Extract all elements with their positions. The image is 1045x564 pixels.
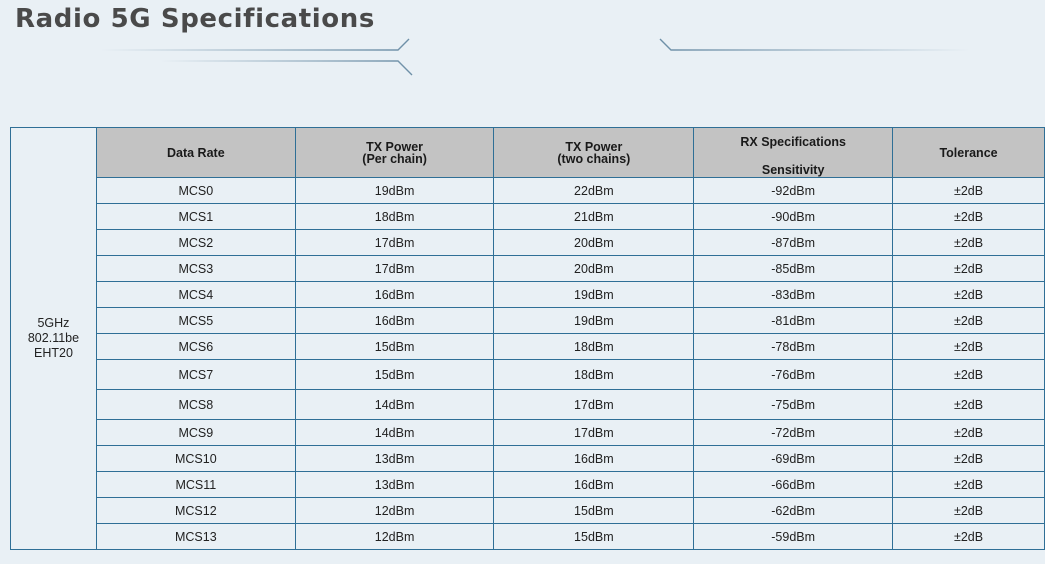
radio-spec-table: [10, 127, 1045, 550]
table-row: [11, 282, 1045, 308]
cell-tolerance: ±2dB: [893, 204, 1045, 230]
header-data-rate: Data Rate: [96, 128, 295, 178]
table-row: [11, 472, 1045, 498]
header-tx-per-chain: [295, 128, 494, 178]
cell-tx-two-chains: 16dBm: [494, 472, 694, 498]
cell-tx-two-chains: 20dBm: [494, 230, 694, 256]
cell-tolerance: ±2dB: [893, 472, 1045, 498]
table-row: [11, 178, 1045, 204]
cell-tolerance: ±2dB: [893, 360, 1045, 390]
cell-tx-two-chains: 22dBm: [494, 178, 694, 204]
cell-rx-sensitivity: -72dBm: [694, 420, 893, 446]
header-rx-line2: Sensitivity: [761, 163, 825, 177]
cell-tolerance: ±2dB: [893, 230, 1045, 256]
cell-data-rate: MCS5: [96, 308, 295, 334]
cell-tx-two-chains: 17dBm: [494, 420, 694, 446]
band-cell: [11, 128, 97, 550]
cell-tx-per-chain: 12dBm: [295, 524, 494, 550]
cell-data-rate: MCS9: [96, 420, 295, 446]
cell-tx-two-chains: 21dBm: [494, 204, 694, 230]
header-rx-line1: RX Specifications: [740, 135, 846, 149]
cell-data-rate: MCS7: [96, 360, 295, 390]
cell-tx-per-chain: 13dBm: [295, 446, 494, 472]
table-row: [11, 498, 1045, 524]
cell-tolerance: ±2dB: [893, 178, 1045, 204]
table-row: [11, 204, 1045, 230]
cell-tolerance: ±2dB: [893, 446, 1045, 472]
header-tx-per-chain-line2: (Per chain): [362, 151, 427, 166]
cell-tx-two-chains: 15dBm: [494, 524, 694, 550]
cell-data-rate: MCS13: [96, 524, 295, 550]
table-row: [11, 420, 1045, 446]
cell-data-rate: MCS0: [96, 178, 295, 204]
title-decoration: [0, 0, 1045, 100]
cell-data-rate: MCS10: [96, 446, 295, 472]
cell-tolerance: ±2dB: [893, 334, 1045, 360]
cell-tolerance: ±2dB: [893, 420, 1045, 446]
cell-data-rate: MCS12: [96, 498, 295, 524]
header-tx-per-chain-line1: TX Power: [366, 139, 424, 154]
cell-rx-sensitivity: -66dBm: [694, 472, 893, 498]
table-row: [11, 308, 1045, 334]
band-frequency: 5GHz: [37, 316, 70, 330]
table-header-row: [11, 128, 1045, 178]
cell-rx-sensitivity: -87dBm: [694, 230, 893, 256]
cell-tolerance: ±2dB: [893, 390, 1045, 420]
cell-rx-sensitivity: -76dBm: [694, 360, 893, 390]
table-row: [11, 256, 1045, 282]
cell-rx-sensitivity: -78dBm: [694, 334, 893, 360]
cell-tx-per-chain: 14dBm: [295, 420, 494, 446]
cell-tolerance: ±2dB: [893, 308, 1045, 334]
cell-tx-two-chains: 19dBm: [494, 308, 694, 334]
cell-tx-two-chains: 15dBm: [494, 498, 694, 524]
cell-tx-per-chain: 15dBm: [295, 360, 494, 390]
page-title: Radio 5G Specifications: [15, 4, 375, 34]
cell-tx-per-chain: 16dBm: [295, 308, 494, 334]
cell-rx-sensitivity: -85dBm: [694, 256, 893, 282]
header-tx-two-chains-line1: TX Power: [565, 139, 623, 154]
cell-tx-two-chains: 18dBm: [494, 360, 694, 390]
cell-data-rate: MCS3: [96, 256, 295, 282]
cell-tx-per-chain: 12dBm: [295, 498, 494, 524]
header-tx-two-chains: [494, 128, 694, 178]
cell-rx-sensitivity: -69dBm: [694, 446, 893, 472]
header-tx-two-chains-line2: (two chains): [557, 151, 631, 166]
cell-rx-sensitivity: -92dBm: [694, 178, 893, 204]
cell-tx-per-chain: 19dBm: [295, 178, 494, 204]
cell-data-rate: MCS4: [96, 282, 295, 308]
cell-tx-per-chain: 17dBm: [295, 230, 494, 256]
cell-tx-per-chain: 15dBm: [295, 334, 494, 360]
cell-tx-two-chains: 19dBm: [494, 282, 694, 308]
cell-tx-per-chain: 14dBm: [295, 390, 494, 420]
band-mode: EHT20: [34, 346, 73, 360]
cell-rx-sensitivity: -75dBm: [694, 390, 893, 420]
cell-data-rate: MCS1: [96, 204, 295, 230]
table-row: [11, 524, 1045, 550]
cell-tolerance: ±2dB: [893, 256, 1045, 282]
cell-rx-sensitivity: -90dBm: [694, 204, 893, 230]
cell-data-rate: MCS8: [96, 390, 295, 420]
cell-tx-two-chains: 20dBm: [494, 256, 694, 282]
cell-tx-per-chain: 18dBm: [295, 204, 494, 230]
header-rx-specifications: [694, 128, 893, 178]
cell-rx-sensitivity: -81dBm: [694, 308, 893, 334]
cell-data-rate: MCS6: [96, 334, 295, 360]
table-row: [11, 390, 1045, 420]
table-row: [11, 446, 1045, 472]
table-row: [11, 360, 1045, 390]
table-row: [11, 230, 1045, 256]
cell-tolerance: ±2dB: [893, 498, 1045, 524]
cell-tx-per-chain: 13dBm: [295, 472, 494, 498]
cell-tx-two-chains: 18dBm: [494, 334, 694, 360]
cell-tolerance: ±2dB: [893, 524, 1045, 550]
header-tolerance: Tolerance: [893, 128, 1045, 178]
table-row: [11, 334, 1045, 360]
band-standard: 802.11be: [27, 331, 80, 345]
cell-tx-per-chain: 17dBm: [295, 256, 494, 282]
cell-data-rate: MCS2: [96, 230, 295, 256]
cell-tx-two-chains: 16dBm: [494, 446, 694, 472]
cell-rx-sensitivity: -62dBm: [694, 498, 893, 524]
cell-tolerance: ±2dB: [893, 282, 1045, 308]
cell-data-rate: MCS11: [96, 472, 295, 498]
cell-tx-per-chain: 16dBm: [295, 282, 494, 308]
cell-tx-two-chains: 17dBm: [494, 390, 694, 420]
cell-rx-sensitivity: -59dBm: [694, 524, 893, 550]
cell-rx-sensitivity: -83dBm: [694, 282, 893, 308]
